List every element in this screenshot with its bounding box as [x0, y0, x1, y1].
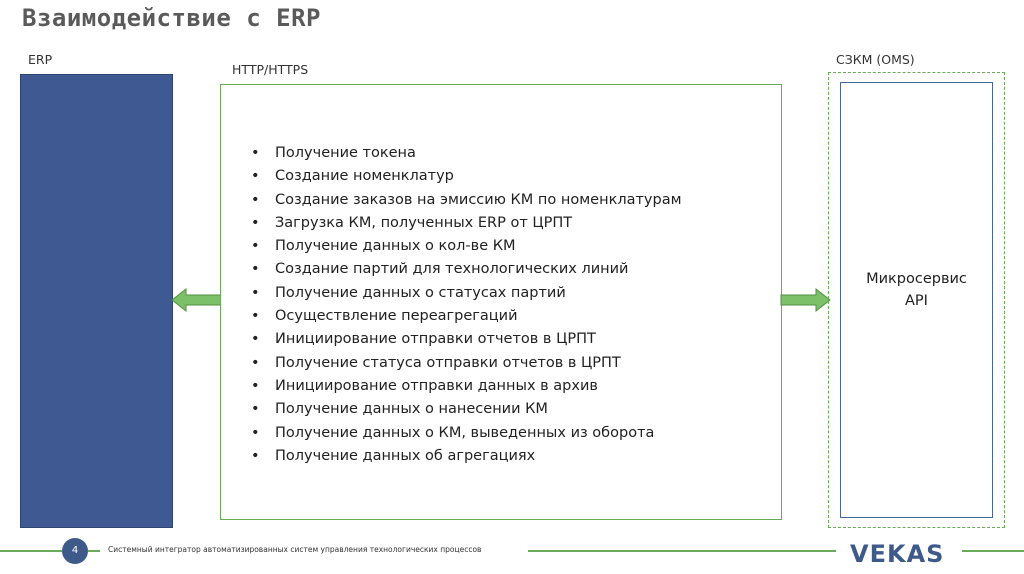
erp-label: ERP — [28, 52, 53, 67]
list-item: • Получение данных о статусах партий — [251, 282, 682, 305]
vekas-logo — [848, 537, 958, 569]
left-arrow-icon — [170, 287, 224, 313]
list-item: • Получение статуса отправки отчетов в ЦРПТ — [251, 352, 682, 375]
oms-label: СЗКМ (OMS) — [836, 52, 915, 67]
operations-panel — [220, 84, 782, 520]
list-item: • Получение данных о кол-ве КМ — [251, 235, 682, 258]
footer-divider-mid — [88, 550, 100, 552]
right-arrow-icon — [780, 287, 832, 313]
list-item: • Инициирование отправки данных в архив — [251, 375, 682, 398]
svg-text:VEKAS: VEKAS — [850, 540, 945, 568]
list-item: • Создание номенклатур — [251, 165, 682, 188]
footer-text: Системный интегратор автоматизированных систем управления технологических процессов — [108, 545, 482, 554]
list-item: • Создание заказов на эмиссию КМ по номенклатурам — [251, 189, 682, 212]
list-item: • Создание партий для технологических линий — [251, 258, 682, 281]
list-item: • Получение данных об агрегациях — [251, 445, 682, 468]
footer-divider-right — [528, 550, 836, 552]
list-item: • Загрузка КМ, полученных ERP от ЦРПТ — [251, 212, 682, 235]
list-item: • Получение токена — [251, 142, 682, 165]
operations-list — [251, 142, 682, 468]
list-item: • Инициирование отправки отчетов в ЦРПТ — [251, 328, 682, 351]
microservice-block — [840, 82, 993, 518]
slide-title: Взаимодействие с ERP — [22, 4, 321, 32]
list-item: • Получение данных о КМ, выведенных из оборота — [251, 422, 682, 445]
erp-system-block — [20, 74, 173, 528]
page-number-badge: 4 — [62, 538, 88, 564]
footer-divider-left — [0, 550, 62, 552]
list-item: • Осуществление переагрегаций — [251, 305, 682, 328]
microservice-label: Микросервис API — [866, 271, 967, 309]
footer-divider-far-right — [962, 550, 1024, 552]
protocol-label: HTTP/HTTPS — [232, 62, 309, 77]
list-item: • Получение данных о нанесении КМ — [251, 398, 682, 421]
